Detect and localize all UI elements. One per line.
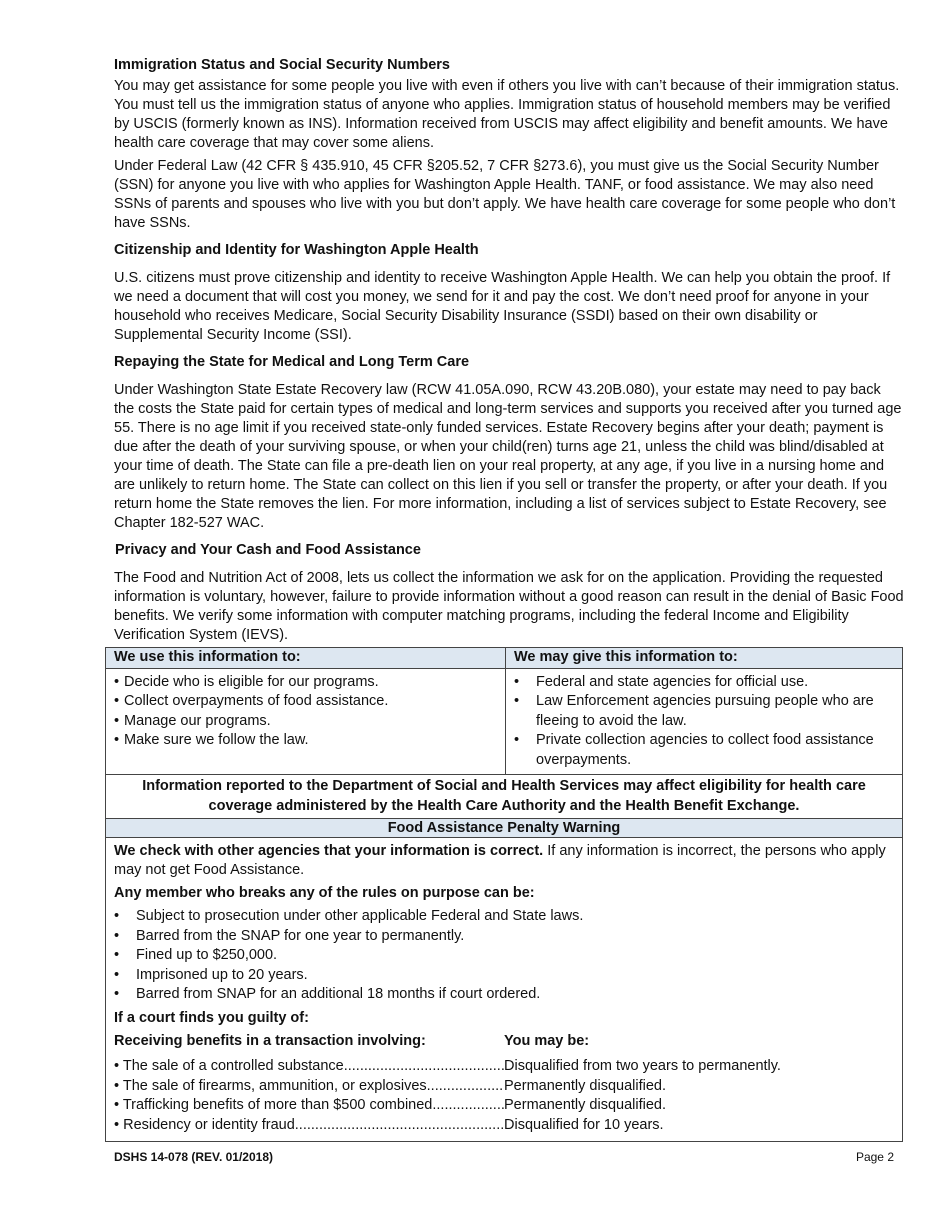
rules-list [114, 907, 894, 1005]
repaying-paragraph: Under Washington State Estate Recovery law (RCW 41.05A.090, RCW 43.20B.080), your estate may need to pay back the costs the State paid for certain types of medical and long-term services and supports you received after you turned age 55. There is no age limit if you received state-only funded services. Estate Recovery begins after your death; payment is due after the death of your surviving spouse, or when your child(ren) turns age 21, unless the child was blind/disabled at your time of death. The State can file a pre-death lien on your real property, at any age, if you live in a nursing home and are unlikely to return home. The State can collect on this lien if you sell or transfer the property, or after your death. If you return home the State removes the lien. For more information, including a list of services subject to Estate Recovery, see Chapter 182-527 WAC. [114, 382, 902, 531]
offense-item: • Trafficking benefits of more than $500 combined [114, 1097, 433, 1113]
information-use-table [105, 647, 903, 1142]
use-list-item: • Collect overpayments of food assistance. [114, 692, 497, 712]
give-list-cell [506, 668, 903, 775]
offense-result: Disqualified for 10 years. [504, 1116, 664, 1133]
form-id: DSHS 14-078 (REV. 01/2018) [114, 1150, 273, 1164]
give-list-item: • Private collection agencies to collect food assistance overpayments. [514, 731, 894, 770]
use-list-item: • Decide who is eligible for our programs. [114, 673, 497, 693]
immigration-heading: Immigration Status and Social Security Numbers [114, 57, 450, 73]
offense-row [114, 1077, 894, 1097]
leader-dots [295, 1116, 504, 1136]
use-list-cell [106, 668, 506, 775]
citizenship-paragraph: U.S. citizens must prove citizenship and identity to receive Washington Apple Health. We can help you obtain the proof. If we need a document that will cost you money, we send for it and pay the cost. We don’t need proof for anyone in your household who receives Medicare, Social Security Disability Insurance (SSDI) based on their own disability or Supplemental Security Income (SSI). [114, 270, 891, 343]
offense-item: • Residency or identity fraud [114, 1116, 295, 1133]
offense-list [114, 1057, 894, 1135]
rule-item: • Barred from the SNAP for one year to permanently. [114, 927, 894, 947]
penalty-check-text: If any information is incorrect, the persons who apply may not get Food Assistance. [114, 843, 886, 878]
leader-dots [432, 1096, 504, 1116]
immigration-paragraph-1: You may get assistance for some people you live with even if others you live with can’t because of their immigration status. You must tell us the immigration status of anyone who applies. Immigration status of household members may be verified by USCIS (formerly known as INS). Information received from USCIS may affect eligibility and benefit amounts. We have health care coverage that may cover some aliens. [114, 78, 900, 151]
offense-result: Disqualified from two years to permanently. [504, 1058, 781, 1074]
use-list-item: • Make sure we follow the law. [114, 731, 497, 751]
offense-item: • The sale of a controlled substance [114, 1058, 344, 1074]
offense-column-right: You may be: [504, 1032, 590, 1049]
offense-item: • The sale of firearms, ammunition, or explosives [114, 1077, 427, 1094]
give-list-item: • Law Enforcement agencies pursuing people who are fleeing to avoid the law. [514, 692, 894, 731]
use-list [114, 673, 497, 751]
rule-item: • Subject to prosecution under other applicable Federal and State laws. [114, 907, 894, 927]
penalty-check-bold: We check with other agencies that your information is correct. [114, 843, 544, 859]
document-body [114, 56, 904, 649]
give-column-header: We may give this information to: [506, 648, 903, 669]
repaying-heading: Repaying the State for Medical and Long Term Care [114, 354, 470, 370]
leader-dots [427, 1077, 504, 1097]
privacy-paragraph: The Food and Nutrition Act of 2008, lets us collect the information we ask for on the application. Providing the requested information is voluntary, however, failure to provide information without a good reason can result in the denial of Basic Food benefits. We verify some information with computer matching programs, including the federal Income and Eligibility Verification System (IEVS). [114, 570, 904, 643]
offense-result: Permanently disqualified. [504, 1077, 667, 1094]
penalty-warning-header: Food Assistance Penalty Warning [106, 819, 903, 838]
court-heading: If a court finds you guilty of: [114, 1009, 309, 1026]
rule-item: • Fined up to $250,000. [114, 946, 894, 966]
page-footer [114, 1150, 894, 1164]
penalty-warning-body [106, 838, 903, 1142]
use-list-item: • Manage our programs. [114, 712, 497, 732]
offense-row [114, 1057, 894, 1077]
use-column-header: We use this information to: [106, 648, 506, 669]
offense-column-left: Receiving benefits in a transaction involving: [114, 1032, 426, 1049]
citizenship-heading: Citizenship and Identity for Washington Apple Health [114, 242, 479, 258]
give-list-item: • Federal and state agencies for official use. [514, 673, 894, 693]
privacy-heading: Privacy and Your Cash and Food Assistance [115, 542, 421, 558]
offense-result: Permanently disqualified. [504, 1097, 667, 1113]
rules-heading: Any member who breaks any of the rules on purpose can be: [114, 885, 535, 901]
leader-dots [344, 1057, 504, 1077]
offense-column-headers [114, 1032, 894, 1052]
offense-row [114, 1116, 894, 1136]
rule-item: • Imprisoned up to 20 years. [114, 966, 894, 986]
offense-row [114, 1096, 894, 1116]
immigration-paragraph-2: Under Federal Law (42 CFR § 435.910, 45 CFR §205.52, 7 CFR §273.6), you must give us the Social Security Number (SSN) for anyone you live with who applies for Washington Apple Health. TANF, or food assistance. We may also need SSNs of parents and spouses who live with you but don’t apply. We have health care coverage for some people who don’t have SSNs. [114, 158, 896, 231]
rule-item: • Barred from SNAP for an additional 18 months if court ordered. [114, 985, 894, 1005]
give-list [514, 673, 894, 771]
page-number: Page 2 [855, 1150, 894, 1164]
penalty-check-paragraph [114, 842, 894, 880]
eligibility-notice: Information reported to the Department of Social and Health Services may affect eligibility for health care coverage administered by the Health Care Authority and the Health Benefit Exchange. [106, 775, 903, 819]
